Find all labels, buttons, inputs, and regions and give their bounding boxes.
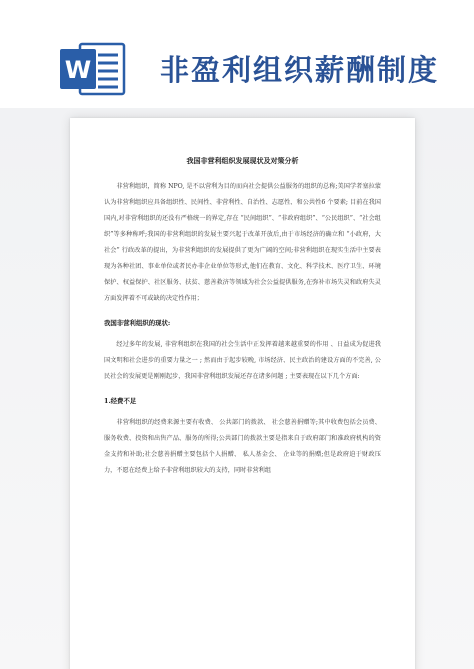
heading-funding: 1.经费不足	[104, 397, 137, 405]
svg-text:W: W	[64, 56, 92, 84]
document-title: 我国非营利组织发展现状及对策分析	[186, 156, 299, 165]
heading-status: 我国非营利组织的现状:	[104, 319, 171, 327]
banner-title: 非盈利组织薪酬制度	[160, 53, 440, 87]
banner	[0, 0, 474, 108]
paragraph-intro: 非营利组织，简称 NPO, 是不以营利为目的而向社会提供公益服务的组织的总称;美国学者塞拉蒙认为非营利组织应具备组织性、民间性、非营利性、自治性、志愿性、和公共性6 个要素; 目前在我国国内,对非营利组织的还没有严格统一的界定,存在 “民间组织”、“非政府组织”、“公民组织”、“社会组织”等多种称呼;我国的非营利组织的发展主要兴起于改革开放后,由于市场经济的确立和 “小政府，大社会” 行政改革的提出，为非营利组织的发展提供了更为广阔的空间;非营利组织在现实生活中主要表现为各种社团、事业单位或者民办非企业单位等形式,他们在教育、文化、科学技术、医疗卫生、环境保护、权益保护、社区服务、扶贫、慈善救济等领域为社会公益提供服务,在弥补市场失灵和政府失灵方面发挥着不可或缺的决定性作用；	[104, 183, 381, 302]
word-document-icon	[58, 40, 128, 98]
document-page	[70, 118, 415, 669]
paragraph-status: 经过多年的发展, 非营利组织在我国的社会生活中正发挥着越来越重要的作用 、日益成为促进我国文明和社会进步的重要力量之一 ; 然而由于起步较晚, 市场经济、民主政治的建设方面的不完善, 公民社会的发展更是刚刚起步，我国非营利组织发展还存在诸多问题 ; 主要表现在以下几个方面:	[104, 341, 381, 380]
paragraph-funding: 非营利组织的经费来源主要有收费、 公共部门的拨款、 社会慈善捐赠等;其中收费包括会员费、服务收费、投资和出售产品、服务的所得;公共部门的拨款主要是指来自于政府部门和准政府机构的资金支持和补助;社会慈善捐赠主要包括个人捐赠、 私人基金会、 企业等的捐赠;但是政府迫于财政压力，不愿在经费上给予非营利组织较大的支持，同时非营利组	[104, 419, 381, 474]
document-body	[104, 156, 381, 479]
